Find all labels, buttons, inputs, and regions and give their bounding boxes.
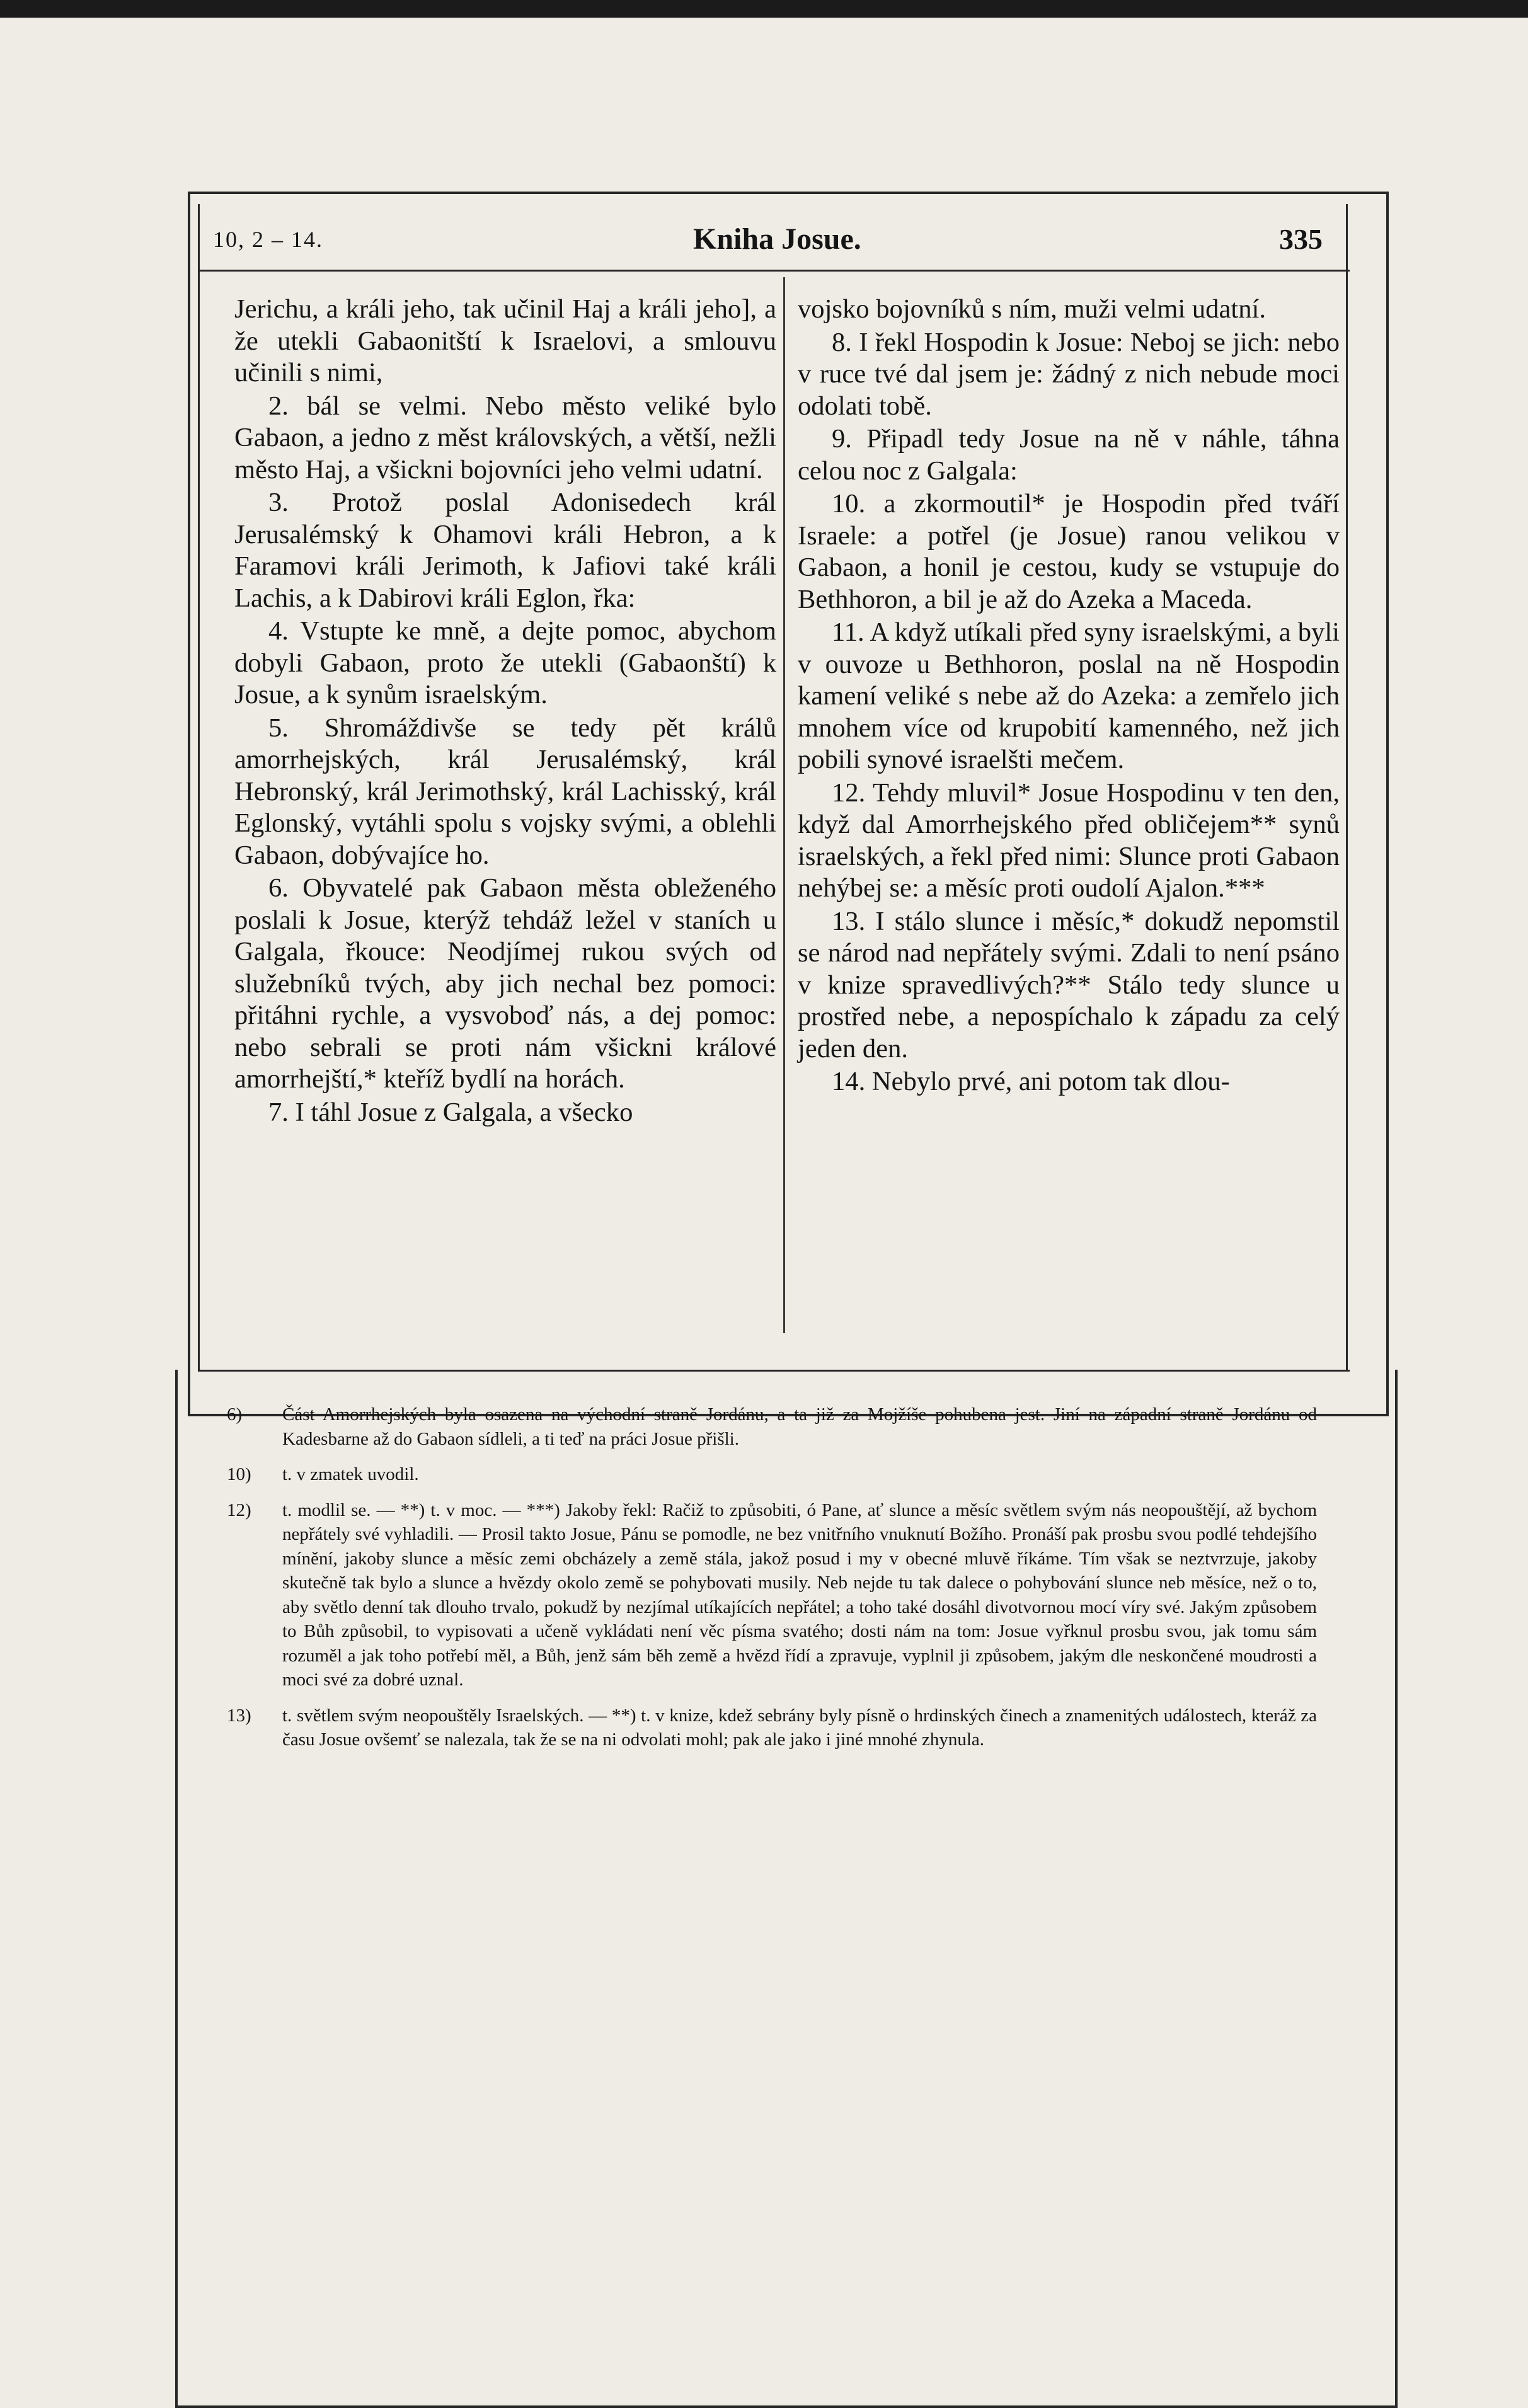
- verse-paragraph: 4. Vstupte ke mně, a dejte pomoc, abychom dobyli Gabaon, proto že utekli (Gabaonští) k Josue, a k synům israelským.: [234, 616, 776, 709]
- verse-paragraph: 9. Připadl tedy Josue na ně v náhle, táhna celou noc z Galgala:: [798, 424, 1340, 486]
- footnote-text: Část Amorrhejských byla osazena na východní straně Jordánu, a ta již za Mojžíše pohubena jest. Jiní na západní straně Jordánu od Kadesbarne až do Gabaon sídleli, a ti teď na práci Josue přišli.: [282, 1404, 1317, 1449]
- footnote: [227, 1704, 1317, 1752]
- right-column: [798, 294, 1340, 1099]
- left-column: [234, 294, 776, 1130]
- footnotes: [227, 1402, 1317, 1763]
- verse-paragraph: 5. Shromáždivše se tedy pět králů amorrhejských, král Jerusalémský, král Hebronský, král Jerimothský, král Lachisský, král Eglonský, vytáhli spolu s vojsky svými, a oblehli Gabaon, dobývajíce ho.: [234, 713, 776, 870]
- verse-paragraph: vojsko bojovníků s ním, muži velmi udatní.: [798, 294, 1266, 324]
- header-rule: [198, 270, 1350, 272]
- frame-inner-left-line: [198, 204, 200, 1370]
- footnote-number: 6): [227, 1404, 243, 1425]
- verse-paragraph: 2. bál se velmi. Nebo město veliké bylo Gabaon, a jedno z měst královských, a větší, nežli město Haj, a všickni bojovníci jeho velmi udatní.: [234, 391, 776, 484]
- verse-paragraph: 8. I řekl Hospodin k Josue: Neboj se jich: nebo v ruce tvé dal jsem je: žádný z nich nebude moci odolati tobě.: [798, 327, 1340, 421]
- frame-inner-right-line: [1346, 204, 1348, 1370]
- footnote-number: 13): [227, 1705, 251, 1726]
- verse-paragraph: 10. a zkormoutil* je Hospodin před tváří Israele: a potřel (je Josue) ranou velikou v Gabaon, a honil je cestou, kudy se vstupuje do Bethhoron, a bil je až do Azeka a Maceda.: [798, 489, 1340, 614]
- footnote-text: t. v zmatek uvodil.: [282, 1464, 419, 1484]
- footnote-number: 10): [227, 1464, 251, 1484]
- verse-paragraph: 12. Tehdy mluvil* Josue Hospodinu v ten den, když dal Amorrhejského před obličejem** synů israelských, a řekl před nimi: Slunce proti Gabaon nehýbej se: a měsíc proti oudolí Ajalon.***: [798, 777, 1340, 903]
- verse-paragraph: 13. I stálo slunce i měsíc,* dokudž nepomstil se národ nad nepřátely svými. Zdali to není psáno v knize spravedlivých?** Stálo tedy slunce u prostřed nebe, a nepospíchalo k západu za celý jeden den.: [798, 906, 1340, 1064]
- footnote-number: 12): [227, 1499, 251, 1520]
- verse-paragraph: 6. Obyvatelé pak Gabaon města obleženého poslali k Josue, kterýž tehdáž ležel v staních u Galgala, řkouce: Neodjímej rukou svých od služebníků tvých, aby jich nechal bez pomoci: přitáhni rychle, a vysvoboď nás, a dej pomoc: nebo sebrali se proti nám všickni králové amorrhejští,* kteříž bydlí na horách.: [234, 873, 776, 1094]
- page-number: 335: [1279, 223, 1323, 255]
- verse-paragraph: 7. I táhl Josue z Galgala, a všecko: [268, 1097, 633, 1127]
- footnote-text: t. modlil se. — **) t. v moc. — ***) Jakoby řekl: Račiž to způsobiti, ó Pane, ať slunce a měsíc světlem svým nás neopouštějí, až bychom nepřátely své vyhladili. — Prosil takto Josue, Pánu se pomodle, ne bez vnitřního vnuknutí Božího. Pronáší pak prosbu svou podlé tehdejšího mínění, jakoby slunce a měsíc zemi obcházely a země stála, jakož posud i my v obecné mluvě říkáme. Tím však se neztvrzuje, jakoby skutečně tak bylo a slunce a hvězdy okolo země se pohybovati musily. Neb nejde tu tak dalece o pohybování slunce neb měsíce, než o to, aby světlo denní tak dlouho trvalo, pokudž by nezjímal utíkajících nepřátel; a toho také dosáhl divotvornou mocí víry své. Jakým způsobem to Bůh způsobil, to vypisovati a učeně vykládati není věc písma svatého; dosti nám na tom: Josue vyřknul prosbu svou, jak tomu sám rozuměl a jak toho potřebí měl, a Bůh, jenž sám běh země a hvězd řídí a zpravuje, vyplnil ji způsobem, jakým dle neskončené moudrosti a moci své za dobré uznal.: [282, 1499, 1317, 1690]
- scan-top-edge: [0, 0, 1528, 18]
- verse-paragraph: 14. Nebylo prvé, ani potom tak dlou-: [832, 1067, 1230, 1096]
- footnote-rule: [198, 1370, 1350, 1372]
- verse-paragraph: Jerichu, a králi jeho, tak učinil Haj a králi jeho], a že utekli Gabaonitští k Israelovi, a smlouvu učinili s nimi,: [234, 294, 776, 387]
- running-head-chapter: 10, 2 – 14.: [213, 227, 323, 252]
- running-head-title: Kniha Josue.: [693, 222, 861, 256]
- footnote: [227, 1402, 1317, 1451]
- verse-paragraph: 3. Protož poslal Adonisedech král Jerusalémský k Ohamovi králi Hebron, a k Faramovi králi Jerimoth, k Jafiovi také králi Lachis, a k Dabirovi králi Eglon, řka:: [234, 488, 776, 613]
- footnote: [227, 1498, 1317, 1692]
- footnote: [227, 1462, 1317, 1487]
- verse-paragraph: 11. A když utíkali před syny israelskými, a byli v ouvoze u Bethhoron, poslal na ně Hospodin kamení veliké s nebe až do Azeka: a zemřelo jich mnohem více od krupobití kamenného, než jich pobili synové israelšti mečem.: [798, 617, 1340, 774]
- footnote-text: t. světlem svým neopouštěly Israelských. — **) t. v knize, kdež sebrány byly písně o hrdinských činech a znamenitých událostech, kteráž za času Josue ovšemť se nalezala, tak že se na ni odvolati mohl; pak ale jako i jiné mnohé zhynula.: [282, 1705, 1317, 1750]
- column-divider: [783, 277, 785, 1333]
